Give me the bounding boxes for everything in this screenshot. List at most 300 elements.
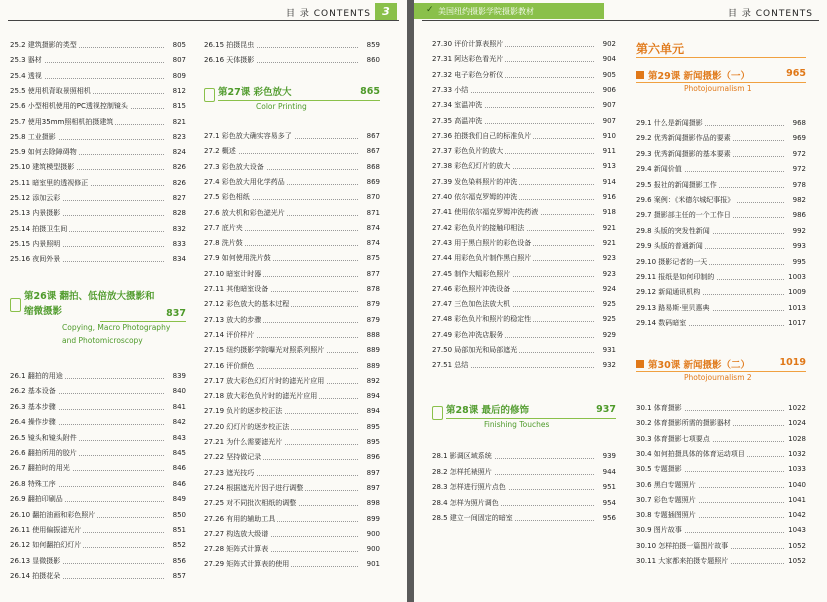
entry-title: 26.6 翻拍所用的胶片 — [10, 446, 79, 460]
lesson-square-icon — [636, 71, 644, 79]
entry-page: 982 — [791, 193, 806, 207]
entry-page: 821 — [171, 115, 186, 129]
lesson-page: 965 — [786, 68, 806, 79]
toc-entry — [204, 297, 380, 311]
entry-page: 843 — [171, 431, 186, 445]
entry-page: 878 — [365, 282, 380, 296]
toc-entry — [204, 557, 380, 571]
entry-title: 27.23 遮光技巧 — [204, 466, 256, 480]
entry-title: 26.10 翻拍油画和彩色照片 — [10, 508, 97, 522]
header-title: 目 录 CONTENTS — [728, 9, 813, 19]
toc-entry — [636, 131, 806, 145]
entry-page: 916 — [601, 190, 616, 204]
entry-title: 27.46 彩色照片冲洗设备 — [432, 282, 512, 296]
entry-page: 892 — [365, 374, 380, 388]
lesson-title: 第27课 彩色放大 — [218, 87, 292, 98]
lesson-30-heading — [636, 357, 806, 385]
entry-page: 1022 — [786, 401, 806, 415]
toc-entry — [204, 389, 380, 403]
entry-page: 874 — [365, 221, 380, 235]
entry-title: 30.6 黑白专题照片 — [636, 478, 698, 492]
toc-entry — [10, 477, 186, 491]
entry-page: 921 — [601, 221, 616, 235]
entry-title: 25.15 内景照明 — [10, 237, 62, 251]
toc-entry — [204, 313, 380, 327]
entry-page: 911 — [601, 144, 616, 158]
entry-title: 29.14 数码暗室 — [636, 316, 688, 330]
toc-entry — [432, 465, 616, 479]
entry-page: 826 — [171, 160, 186, 174]
toc-entry — [636, 316, 806, 330]
entry-title: 27.20 幻灯片的逐步校正法 — [204, 420, 291, 434]
toc-entry — [636, 178, 806, 192]
entry-title: 27.19 负片的逐步校正法 — [204, 404, 284, 418]
entry-page: 850 — [171, 508, 186, 522]
entry-title: 27.8 洗片鼓 — [204, 236, 245, 250]
toc-entry — [432, 267, 616, 281]
toc-entry — [636, 554, 806, 568]
toc-entry — [204, 466, 380, 480]
toc-entry — [204, 160, 380, 174]
entry-title: 27.39 发色染料照片的冲洗 — [432, 175, 519, 189]
entry-title: 27.27 构选放大级谱 — [204, 527, 270, 541]
toc-entry — [432, 297, 616, 311]
entry-title: 27.11 其他暗室设备 — [204, 282, 270, 296]
toc-entry — [10, 84, 186, 98]
toc-entry — [636, 116, 806, 130]
entry-title: 29.5 报社的新闻摄影工作 — [636, 178, 719, 192]
entry-title: 27.31 阿达彩色看光片 — [432, 52, 505, 66]
entry-title: 27.45 制作大幅彩色照片 — [432, 267, 512, 281]
entry-title: 27.7 底片夹 — [204, 221, 245, 235]
entry-page: 867 — [365, 129, 380, 143]
entry-page: 906 — [601, 83, 616, 97]
entry-page: 939 — [601, 449, 616, 463]
toc-entry — [432, 496, 616, 510]
entry-page: 1009 — [786, 285, 806, 299]
entry-title: 28.5 建立一间固定的暗室 — [432, 511, 515, 525]
toc-entry — [10, 130, 186, 144]
entry-title: 29.4 新闻价值 — [636, 162, 684, 176]
entry-title: 26.15 拍摄昆虫 — [204, 38, 256, 52]
toc-entry — [204, 450, 380, 464]
toc-entry — [204, 542, 380, 556]
entry-title: 30.1 体育摄影 — [636, 401, 684, 415]
toc-entry — [432, 175, 616, 189]
entry-page: 902 — [601, 37, 616, 51]
page-header — [0, 0, 407, 22]
entry-title: 29.1 什么是新闻摄影 — [636, 116, 705, 130]
lesson-rule — [636, 82, 806, 83]
toc-entry — [432, 251, 616, 265]
toc-entry — [636, 270, 806, 284]
entry-title: 27.36 拍摄我们自己的标准负片 — [432, 129, 533, 143]
entry-title: 25.9 如何去除障碍物 — [10, 145, 79, 159]
toc-entry — [10, 400, 186, 414]
lesson-square-icon — [636, 360, 644, 368]
entry-title: 25.4 透视 — [10, 69, 44, 83]
entry-title: 27.48 彩色负片和照片的稳定性 — [432, 312, 533, 326]
entry-title: 26.2 基本设备 — [10, 384, 58, 398]
entry-title: 30.3 体育摄影七项要点 — [636, 432, 712, 446]
entry-page: 894 — [365, 404, 380, 418]
lesson-icon — [10, 298, 21, 312]
toc-entry — [204, 38, 380, 52]
entry-title: 29.7 摄影部主任的一个工作日 — [636, 208, 733, 222]
entry-title: 28.4 怎样为照片调色 — [432, 496, 501, 510]
entry-page: 905 — [601, 68, 616, 82]
toc-entry — [432, 449, 616, 463]
entry-page: 901 — [365, 557, 380, 571]
entry-page: 834 — [171, 252, 186, 266]
entry-page: 954 — [601, 496, 616, 510]
entry-title: 27.37 彩色负片的放大 — [432, 144, 505, 158]
entry-page: 851 — [171, 523, 186, 537]
toc-entry — [10, 69, 186, 83]
lesson-28-heading — [432, 404, 616, 434]
entry-page: 978 — [791, 178, 806, 192]
entry-page: 904 — [601, 52, 616, 66]
entry-page: 815 — [171, 99, 186, 113]
entry-title: 29.13 路易斯·里贝惠典 — [636, 301, 712, 315]
entry-title: 26.5 镜头和镜头附件 — [10, 431, 79, 445]
lesson-26-heading — [10, 290, 186, 352]
toc-entry — [432, 190, 616, 204]
book-title: 美国纽约摄影学院摄影教材 — [438, 7, 534, 16]
toc-entry — [432, 129, 616, 143]
toc-entry — [636, 301, 806, 315]
toc-entry — [636, 208, 806, 222]
entry-title: 25.8 工业摄影 — [10, 130, 58, 144]
entry-title: 25.10 建筑模型摄影 — [10, 160, 76, 174]
entry-title: 27.3 彩色放大设备 — [204, 160, 266, 174]
entry-page: 1042 — [786, 508, 806, 522]
entry-title: 27.5 彩色相纸 — [204, 190, 252, 204]
toc-entry — [636, 493, 806, 507]
entry-page: 846 — [171, 461, 186, 475]
toc-entry — [636, 224, 806, 238]
toc-entry — [432, 205, 616, 219]
toc-entry — [636, 508, 806, 522]
entry-title: 30.5 专题摄影 — [636, 462, 684, 476]
entry-title: 26.7 翻拍时的用光 — [10, 461, 72, 475]
entry-title: 26.4 操作步骤 — [10, 415, 58, 429]
lesson-page: 837 — [166, 308, 186, 319]
lesson-page: 937 — [596, 404, 616, 415]
lesson-subtitle: Copying, Macro Photography — [62, 323, 171, 332]
lesson-title: 第26课 翻拍、低倍放大摄影和 — [24, 291, 155, 302]
entry-title: 25.11 暗室里的透视修正 — [10, 176, 90, 190]
entry-title: 26.9 翻拍印刷品 — [10, 492, 65, 506]
entry-title: 26.16 天体摄影 — [204, 53, 256, 67]
entry-title: 28.3 怎样进行照片点色 — [432, 480, 508, 494]
entry-title: 25.12 添加云彩 — [10, 191, 62, 205]
entry-page: 921 — [601, 236, 616, 250]
entry-title: 27.1 彩色放大确实容易多了 — [204, 129, 294, 143]
lesson-icon — [432, 406, 443, 420]
entry-title: 27.47 三色加色法放大机 — [432, 297, 512, 311]
entry-title: 27.51 总结 — [432, 358, 470, 372]
toc-entry — [10, 369, 186, 383]
entry-page: 944 — [601, 465, 616, 479]
toc-entry — [636, 539, 806, 553]
toc-entry — [204, 404, 380, 418]
entry-page: 871 — [365, 206, 380, 220]
entry-page: 1041 — [786, 493, 806, 507]
entry-title: 30.9 图片故事 — [636, 523, 684, 537]
toc-entry — [432, 312, 616, 326]
entry-title: 25.5 使用机背取景照相机 — [10, 84, 93, 98]
entry-page: 842 — [171, 415, 186, 429]
entry-title: 27.2 概述 — [204, 144, 238, 158]
entry-page: 1028 — [786, 432, 806, 446]
entry-page: 1040 — [786, 478, 806, 492]
toc-entry — [10, 538, 186, 552]
entry-title: 27.17 放大彩色幻灯片时的滤光片应用 — [204, 374, 326, 388]
header-rule — [422, 20, 819, 21]
entry-title: 29.10 摄影记者的一天 — [636, 255, 709, 269]
entry-title: 27.13 放大的步骤 — [204, 313, 263, 327]
page-number: 3 — [375, 3, 397, 20]
entry-page: 924 — [601, 282, 616, 296]
entry-title: 25.2 建筑摄影的类型 — [10, 38, 79, 52]
toc-entry — [432, 83, 616, 97]
entry-page: 888 — [365, 328, 380, 342]
toc-entry — [204, 53, 380, 67]
right-page — [414, 0, 827, 602]
toc-entry — [636, 401, 806, 415]
toc-entry — [10, 38, 186, 52]
entry-title: 27.25 对不同批次相纸的调整 — [204, 496, 298, 510]
entry-page: 1052 — [786, 539, 806, 553]
toc-entry — [636, 147, 806, 161]
toc-entry — [432, 98, 616, 112]
entry-title: 26.11 使用偏振滤光片 — [10, 523, 83, 537]
toc-entry — [204, 267, 380, 281]
entry-page: 868 — [365, 160, 380, 174]
entry-title: 26.13 显微摄影 — [10, 554, 62, 568]
entry-title: 29.6 案例：《米德尔城纪事报》 — [636, 193, 736, 207]
entry-page: 857 — [171, 569, 186, 583]
entry-page: 918 — [601, 205, 616, 219]
entry-page: 839 — [171, 369, 186, 383]
entry-title: 30.4 如何拍摄具体的体育运动项目 — [636, 447, 747, 461]
toc-entry — [432, 221, 616, 235]
entry-page: 846 — [171, 477, 186, 491]
entry-title: 29.9 头版的普通新闻 — [636, 239, 705, 253]
entry-page: 1024 — [786, 416, 806, 430]
entry-title: 29.3 优秀新闻摄影的基本要素 — [636, 147, 733, 161]
toc-entry — [10, 145, 186, 159]
entry-title: 27.34 室温冲洗 — [432, 98, 484, 112]
toc-entry — [204, 221, 380, 235]
entry-title: 30.10 怎样拍摄一篇图片故事 — [636, 539, 730, 553]
entry-title: 26.12 如何翻拍幻灯片 — [10, 538, 83, 552]
entry-page: 841 — [171, 400, 186, 414]
toc-entry — [10, 523, 186, 537]
entry-title: 26.1 翻拍的用途 — [10, 369, 65, 383]
entry-title: 27.35 高温冲洗 — [432, 114, 484, 128]
toc-entry — [10, 569, 186, 583]
entry-page: 907 — [601, 114, 616, 128]
entry-page: 879 — [365, 313, 380, 327]
toc-entry — [204, 420, 380, 434]
entry-page: 925 — [601, 312, 616, 326]
entry-title: 25.13 内景摄影 — [10, 206, 62, 220]
entry-page: 805 — [171, 38, 186, 52]
left-page — [0, 0, 407, 602]
toc-entry — [432, 282, 616, 296]
toc-entry — [204, 328, 380, 342]
entry-page: 995 — [791, 255, 806, 269]
entry-page: 870 — [365, 190, 380, 204]
entry-page: 972 — [791, 162, 806, 176]
entry-page: 897 — [365, 466, 380, 480]
entry-page: 932 — [601, 358, 616, 372]
lesson-page: 865 — [360, 86, 380, 97]
unit-heading: 第六单元 — [636, 42, 685, 56]
entry-page: 889 — [365, 359, 380, 373]
lesson-subtitle: Photojournalism 1 — [684, 84, 752, 93]
entry-page: 895 — [365, 435, 380, 449]
toc-entry — [636, 162, 806, 176]
entry-page: 807 — [171, 53, 186, 67]
lesson-29-heading — [636, 68, 806, 96]
toc-entry — [204, 527, 380, 541]
entry-page: 895 — [365, 420, 380, 434]
entry-title: 30.2 体育摄影所需的摄影器材 — [636, 416, 733, 430]
toc-entry — [204, 175, 380, 189]
entry-page: 925 — [601, 297, 616, 311]
entry-page: 896 — [365, 450, 380, 464]
entry-page: 1003 — [786, 270, 806, 284]
toc-entry — [204, 129, 380, 143]
entry-page: 993 — [791, 239, 806, 253]
entry-title: 27.12 彩色放大的基本过程 — [204, 297, 291, 311]
toc-entry — [636, 478, 806, 492]
lesson-rule — [636, 371, 806, 372]
lesson-subtitle: Finishing Touches — [484, 420, 550, 429]
entry-title: 27.49 彩色冲洗店服务 — [432, 328, 505, 342]
entry-title: 27.44 用彩色负片制作黑白照片 — [432, 251, 533, 265]
entry-title: 30.7 彩色专题照片 — [636, 493, 698, 507]
entry-page: 879 — [365, 297, 380, 311]
toc-entry — [10, 461, 186, 475]
toc-entry — [432, 480, 616, 494]
entry-title: 27.41 使用依尔福克罗姆冲洗药液 — [432, 205, 540, 219]
page-header — [414, 0, 827, 22]
entry-page: 899 — [365, 512, 380, 526]
toc-entry — [432, 343, 616, 357]
entry-title: 25.3 器材 — [10, 53, 44, 67]
toc-entry — [204, 435, 380, 449]
toc-entry — [10, 115, 186, 129]
toc-entry — [204, 359, 380, 373]
entry-title: 27.4 彩色放大用化学药品 — [204, 175, 287, 189]
entry-page: 992 — [791, 224, 806, 238]
toc-entry — [10, 222, 186, 236]
entry-title: 27.29 矩阵式计算表的使用 — [204, 557, 291, 571]
toc-entry — [204, 374, 380, 388]
toc-entry — [10, 508, 186, 522]
entry-page: 809 — [171, 69, 186, 83]
entry-title: 27.30 评价计算表照片 — [432, 37, 505, 51]
entry-page: 833 — [171, 237, 186, 251]
entry-title: 27.28 矩阵式计算表 — [204, 542, 270, 556]
entry-page: 1013 — [786, 301, 806, 315]
entry-page: 914 — [601, 175, 616, 189]
entry-title: 27.50 局部加光和局部遮光 — [432, 343, 519, 357]
entry-page: 867 — [365, 144, 380, 158]
entry-title: 29.2 优秀新闻摄影作品的要素 — [636, 131, 733, 145]
toc-entry — [636, 285, 806, 299]
entry-title: 26.3 基本步骤 — [10, 400, 58, 414]
entry-title: 27.22 坚持做记录 — [204, 450, 263, 464]
entry-page: 923 — [601, 251, 616, 265]
toc-entry — [204, 343, 380, 357]
entry-title: 27.16 评价颜色 — [204, 359, 256, 373]
entry-title: 28.2 怎样托裱照片 — [432, 465, 494, 479]
lesson-title: 第30课 新闻摄影（二） — [648, 360, 751, 371]
lesson-subtitle-2: and Photomicroscopy — [62, 336, 143, 345]
entry-page: 852 — [171, 538, 186, 552]
entry-title: 27.38 彩色幻灯片的放大 — [432, 159, 512, 173]
checkmark-icon: ✓ — [426, 5, 434, 15]
entry-page: 840 — [171, 384, 186, 398]
toc-entry — [432, 52, 616, 66]
entry-title: 26.14 拍摄花朵 — [10, 569, 62, 583]
entry-title: 25.7 使用35mm照相机拍摄建筑 — [10, 115, 115, 129]
toc-entry — [10, 446, 186, 460]
toc-entry — [636, 239, 806, 253]
lesson-icon — [204, 88, 215, 102]
entry-page: 889 — [365, 343, 380, 357]
entry-title: 27.6 放大机和彩色滤光片 — [204, 206, 287, 220]
entry-page: 828 — [171, 206, 186, 220]
toc-entry — [204, 144, 380, 158]
toc-entry — [636, 255, 806, 269]
entry-page: 824 — [171, 145, 186, 159]
toc-entry — [204, 282, 380, 296]
lesson-subtitle: Color Printing — [256, 102, 307, 111]
toc-entry — [10, 237, 186, 251]
entry-title: 27.24 根据遮光片因子进行调整 — [204, 481, 305, 495]
entry-page: 923 — [601, 267, 616, 281]
toc-entry — [204, 236, 380, 250]
toc-entry — [432, 144, 616, 158]
entry-page: 956 — [601, 511, 616, 525]
toc-entry — [204, 481, 380, 495]
entry-page: 929 — [601, 328, 616, 342]
toc-entry — [432, 328, 616, 342]
toc-entry — [204, 512, 380, 526]
entry-page: 900 — [365, 542, 380, 556]
entry-page: 894 — [365, 389, 380, 403]
entry-page: 845 — [171, 446, 186, 460]
entry-title: 26.8 特殊工序 — [10, 477, 58, 491]
lesson-page: 1019 — [779, 357, 806, 368]
entry-title: 27.33 小结 — [432, 83, 470, 97]
entry-page: 1017 — [786, 316, 806, 330]
entry-page: 1033 — [786, 462, 806, 476]
entry-page: 900 — [365, 527, 380, 541]
entry-title: 30.8 专题插图照片 — [636, 508, 698, 522]
entry-page: 1043 — [786, 523, 806, 537]
entry-title: 27.21 为什么需要滤光片 — [204, 435, 284, 449]
entry-page: 910 — [601, 129, 616, 143]
toc-entry — [432, 236, 616, 250]
entry-page: 859 — [365, 38, 380, 52]
